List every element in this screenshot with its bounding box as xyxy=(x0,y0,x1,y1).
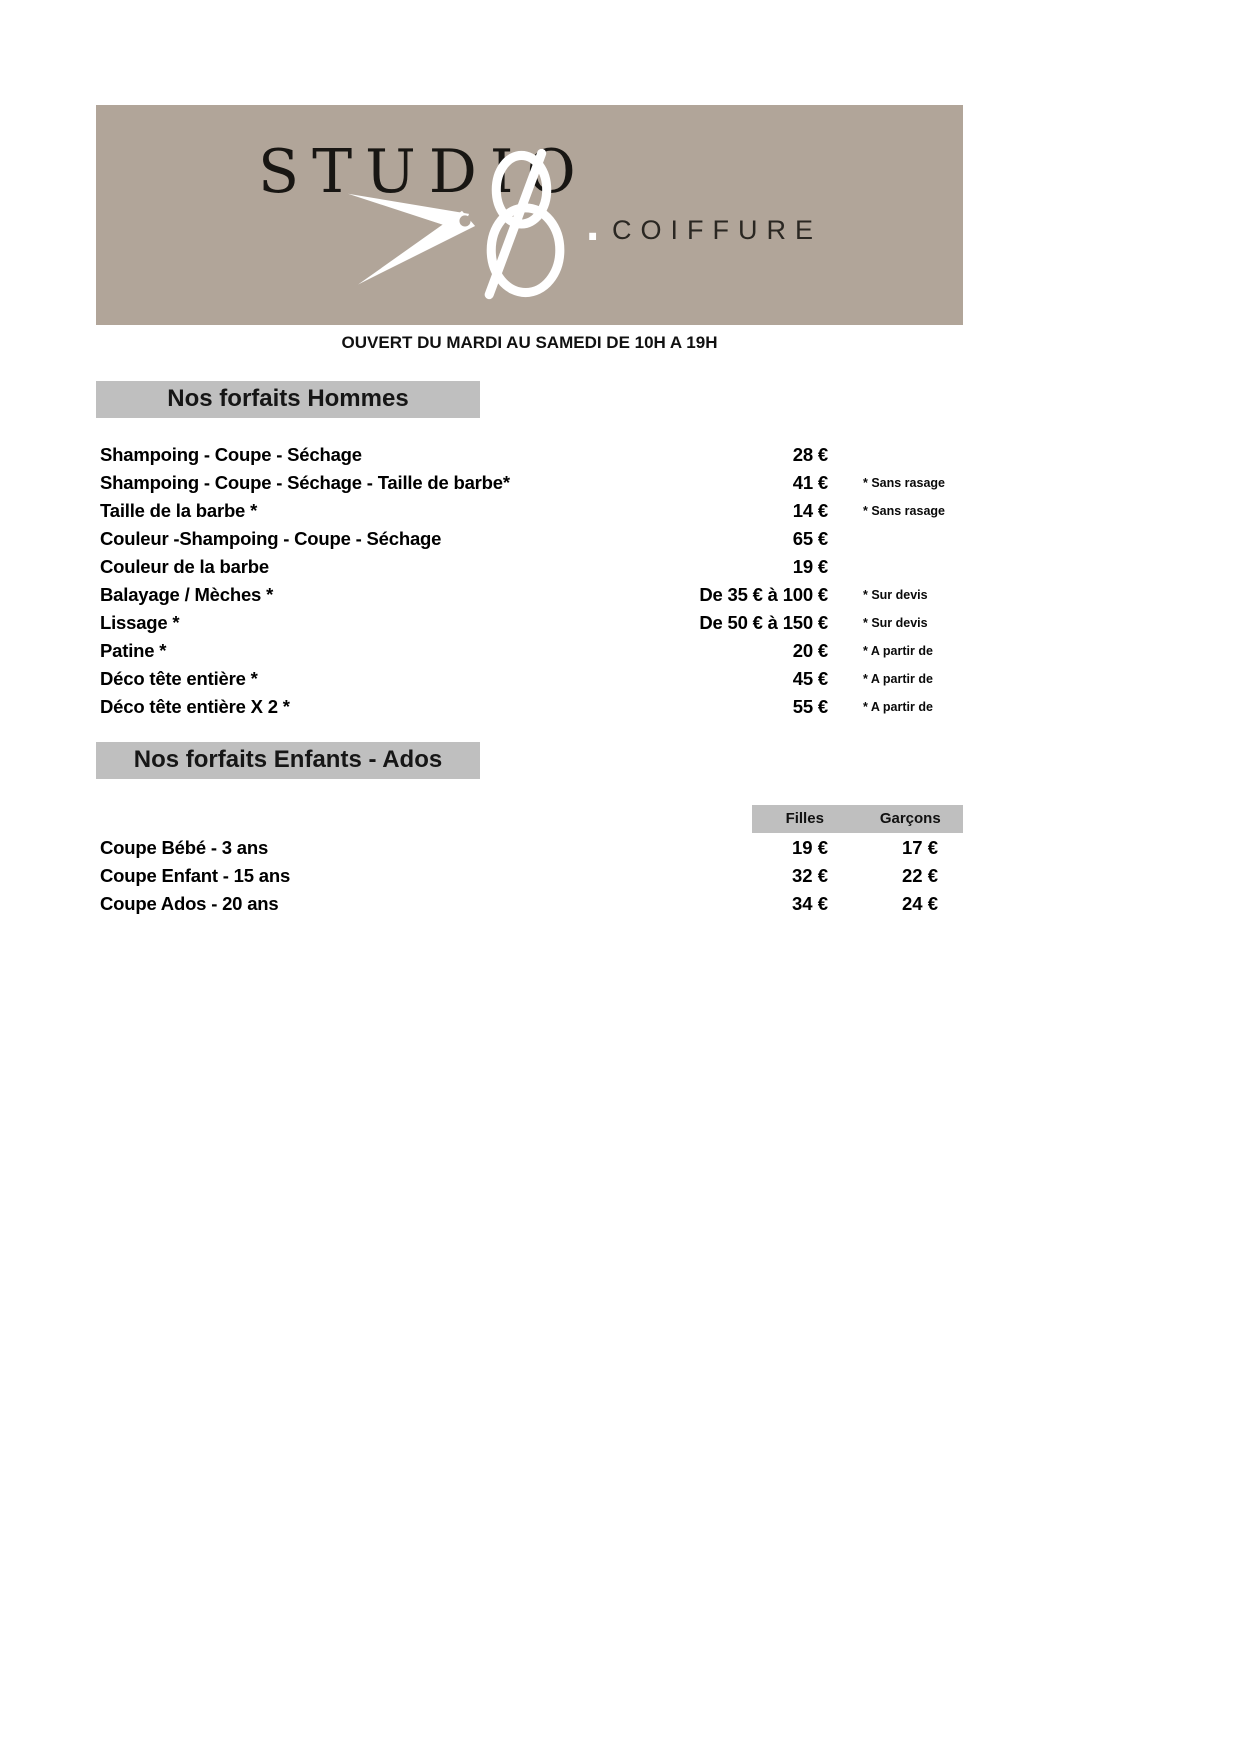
service-label: Déco tête entière X 2 * xyxy=(100,696,290,717)
service-price: 45 € xyxy=(792,668,828,689)
kids-price-table xyxy=(0,834,1240,918)
kids-price-garcons: 24 € xyxy=(901,893,938,914)
column-header-garcons: Garçons xyxy=(879,810,941,827)
kids-label: Coupe Bébé - 3 ans xyxy=(100,837,269,858)
kids-price-garcons: 17 € xyxy=(901,837,938,858)
service-label: Balayage / Mèches * xyxy=(100,584,274,605)
service-price: 19 € xyxy=(792,556,828,577)
price-list-hommes xyxy=(0,441,1240,721)
brand-suffix: COIFFURE xyxy=(612,215,822,245)
price-row xyxy=(0,497,1240,525)
kids-row xyxy=(0,862,1240,890)
service-price: 20 € xyxy=(792,640,828,661)
brand-dot: . xyxy=(586,198,600,251)
brand-banner xyxy=(96,105,963,325)
service-note: * A partir de xyxy=(863,672,933,686)
section-header-enfants: Nos forfaits Enfants - Ados xyxy=(96,742,480,779)
kids-label: Coupe Ados - 20 ans xyxy=(100,893,279,914)
price-row xyxy=(0,581,1240,609)
kids-price-filles: 34 € xyxy=(791,893,828,914)
service-label: Patine * xyxy=(100,640,167,661)
column-header-filles: Filles xyxy=(785,810,824,827)
price-row xyxy=(0,665,1240,693)
section-header-hommes: Nos forfaits Hommes xyxy=(96,381,480,418)
kids-row xyxy=(0,834,1240,862)
price-row xyxy=(0,693,1240,721)
kids-label: Coupe Enfant - 15 ans xyxy=(100,865,291,886)
price-row xyxy=(0,441,1240,469)
scissors-monogram-icon xyxy=(348,149,580,301)
service-price: 65 € xyxy=(792,528,828,549)
service-label: Couleur de la barbe xyxy=(100,556,269,577)
service-price: 41 € xyxy=(792,472,828,493)
service-label: Couleur -Shampoing - Coupe - Séchage xyxy=(100,528,442,549)
kids-row xyxy=(0,890,1240,918)
service-note: * A partir de xyxy=(863,700,933,714)
service-label: Shampoing - Coupe - Séchage - Taille de barbe* xyxy=(100,472,510,493)
kids-price-filles: 19 € xyxy=(791,837,828,858)
service-price: 14 € xyxy=(792,500,828,521)
kids-table-header xyxy=(752,805,963,833)
service-price: 55 € xyxy=(792,696,828,717)
service-label: Taille de la barbe * xyxy=(100,500,258,521)
service-label: Lissage * xyxy=(100,612,180,633)
opening-hours: OUVERT DU MARDI AU SAMEDI DE 10H A 19H xyxy=(341,333,718,352)
price-row xyxy=(0,553,1240,581)
service-label: Shampoing - Coupe - Séchage xyxy=(100,444,362,465)
service-price: 28 € xyxy=(792,444,828,465)
service-note: * Sur devis xyxy=(863,616,928,630)
price-row xyxy=(0,609,1240,637)
price-row xyxy=(0,637,1240,665)
service-note: * Sans rasage xyxy=(863,504,945,518)
kids-price-filles: 32 € xyxy=(791,865,828,886)
service-note: * Sur devis xyxy=(863,588,928,602)
brand-name: STUDIO xyxy=(258,137,589,207)
kids-price-garcons: 22 € xyxy=(901,865,938,886)
service-note: * A partir de xyxy=(863,644,933,658)
service-label: Déco tête entière * xyxy=(100,668,258,689)
price-row xyxy=(0,469,1240,497)
price-row xyxy=(0,525,1240,553)
service-price: De 35 € à 100 € xyxy=(699,584,828,605)
service-note: * Sans rasage xyxy=(863,476,945,490)
service-price: De 50 € à 150 € xyxy=(699,612,828,633)
